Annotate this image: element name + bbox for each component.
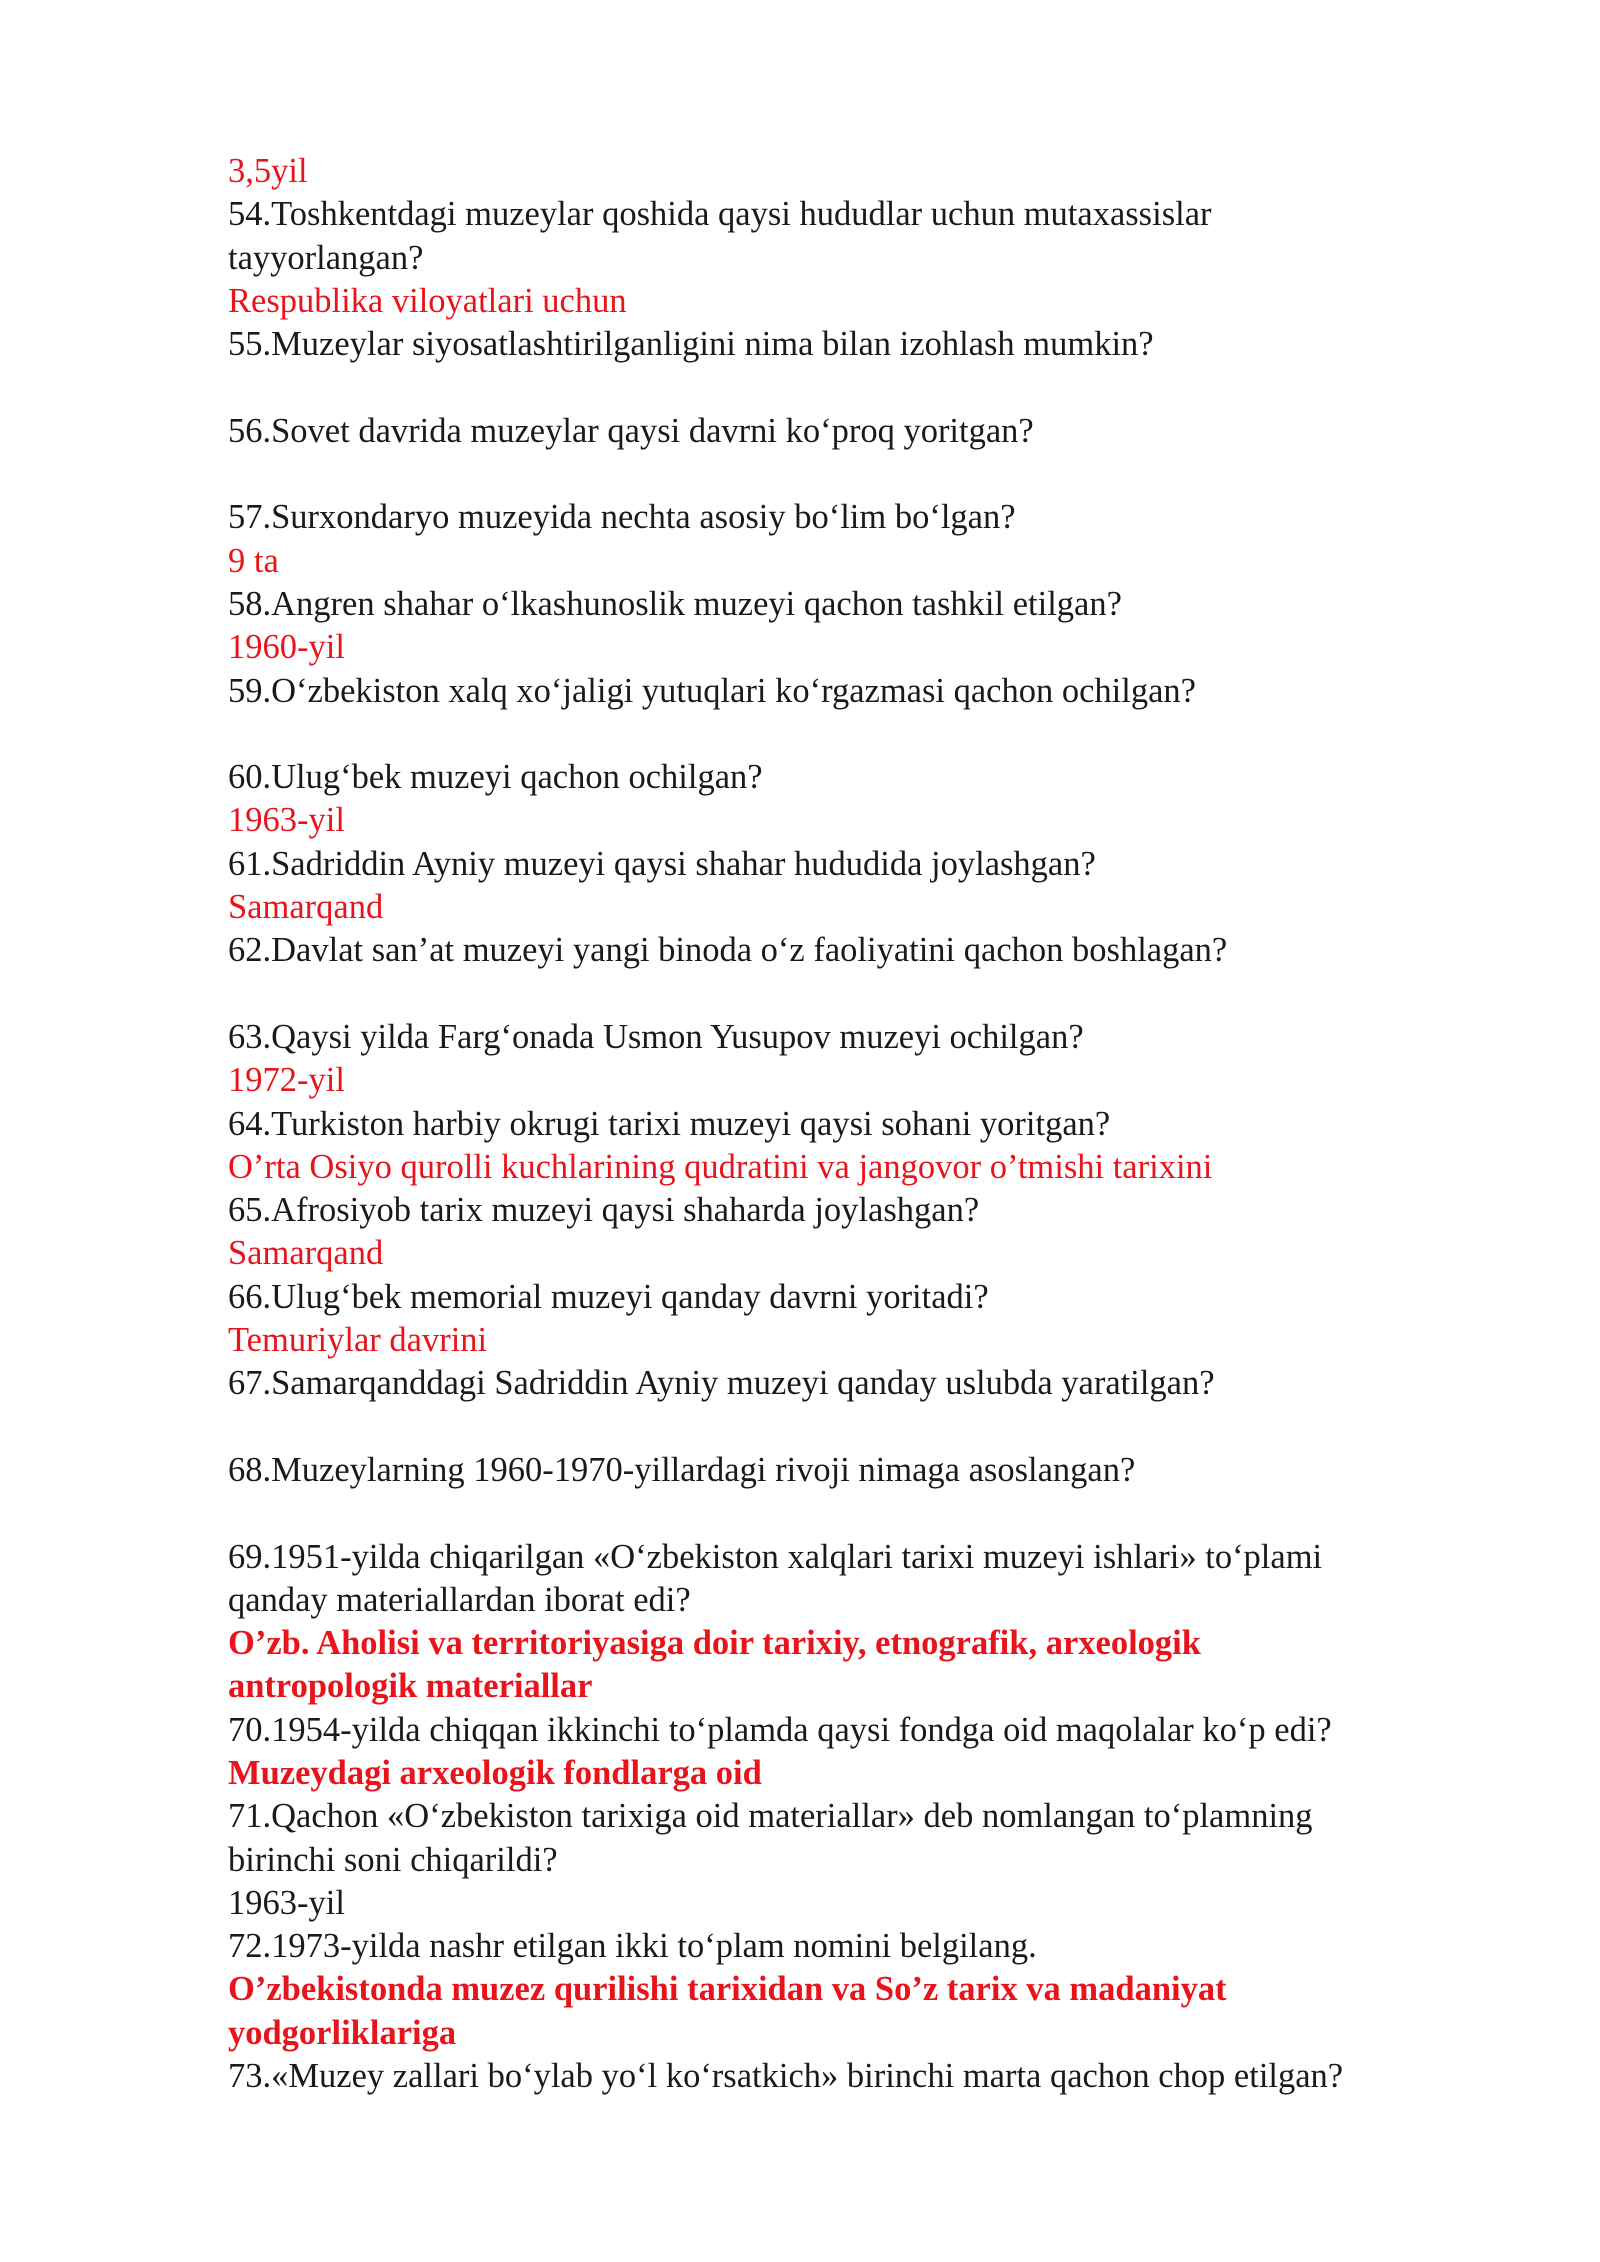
answer-line: 9 ta (228, 541, 279, 580)
blank-line (228, 366, 1488, 409)
answer-line: 3,5yil (228, 152, 308, 190)
blank-line (228, 453, 1488, 496)
question-line: 64.Turkiston harbiy okrugi tarixi muzeyi qaysi sohani yoritgan? (228, 1104, 1111, 1143)
question-line: 71.Qachon «O‘zbekiston tarixiga oid materiallar» deb nomlangan to‘plamning (228, 1797, 1313, 1836)
answer-line: 1963-yil (228, 1883, 345, 1922)
qa-text-body (228, 150, 1488, 2098)
answer-line: 1972-yil (228, 1061, 345, 1100)
question-line: 62.Davlat san’at muzeyi yangi binoda o‘z faoliyatini qachon boshlagan? (228, 931, 1228, 970)
question-line: 66.Ulug‘bek memorial muzeyi qanday davrni yoritadi? (228, 1277, 989, 1316)
question-line: 61.Sadriddin Ayniy muzeyi qaysi shahar hududida joylashgan? (228, 844, 1096, 883)
answer-line: Samarqand (228, 1234, 384, 1273)
answer-line-bold: O’zbekistonda muzez qurilishi tarixidan va So’z tarix va madaniyat (228, 1970, 1227, 2009)
question-line: 56.Sovet davrida muzeylar qaysi davrni ko‘proq yoritgan? (228, 411, 1034, 450)
question-line: 59.O‘zbekiston xalq xo‘jaligi yutuqlari ko‘rgazmasi qachon ochilgan? (228, 671, 1196, 710)
question-line: birinchi soni chiqarildi? (228, 1840, 558, 1879)
question-line: 60.Ulug‘bek muzeyi qachon ochilgan? (228, 758, 763, 797)
blank-line (228, 1406, 1488, 1449)
answer-line: 1960-yil (228, 628, 345, 667)
blank-line (228, 973, 1488, 1016)
answer-line-bold: O’zb. Aholisi va territoriyasiga doir tarixiy, etnografik, arxeologik (228, 1624, 1201, 1663)
question-line: 55.Muzeylar siyosatlashtirilganligini nima bilan izohlash mumkin? (228, 325, 1154, 364)
answer-line: 1963-yil (228, 801, 345, 840)
question-line: 65.Afrosiyob tarix muzeyi qaysi shaharda joylashgan? (228, 1191, 980, 1230)
question-line: 63.Qaysi yilda Farg‘onada Usmon Yusupov muzeyi ochilgan? (228, 1017, 1084, 1056)
question-line: 72.1973-yilda nashr etilgan ikki to‘plam nomini belgilang. (228, 1927, 1037, 1966)
document-page (228, 150, 1488, 2098)
question-line: 57.Surxondaryo muzeyida nechta asosiy bo‘lim bo‘lgan? (228, 498, 1016, 537)
question-line: 69.1951-yilda chiqarilgan «O‘zbekiston xalqlari tarixi muzeyi ishlari» to‘plami (228, 1537, 1323, 1576)
answer-line: O’rta Osiyo qurolli kuchlarining qudratini va jangovor o’tmishi tarixini (228, 1147, 1213, 1186)
question-line: 70.1954-yilda chiqqan ikkinchi to‘plamda qaysi fondga oid maqolalar ko‘p edi? (228, 1710, 1332, 1749)
blank-line (228, 713, 1488, 756)
blank-line (228, 1492, 1488, 1535)
question-line: 67.Samarqanddagi Sadriddin Ayniy muzeyi qanday uslubda yaratilgan? (228, 1364, 1215, 1403)
question-line: tayyorlangan? (228, 238, 424, 277)
answer-line: Respublika viloyatlari uchun (228, 281, 627, 320)
answer-line: Samarqand (228, 888, 384, 927)
answer-line: Temuriylar davrini (228, 1321, 488, 1360)
question-line: 54.Toshkentdagi muzeylar qoshida qaysi hududlar uchun mutaxassislar (228, 195, 1212, 234)
question-line: 58.Angren shahar o‘lkashunoslik muzeyi qachon tashkil etilgan? (228, 584, 1122, 623)
question-line: qanday materiallardan iborat edi? (228, 1580, 691, 1619)
question-line: 68.Muzeylarning 1960-1970-yillardagi rivoji nimaga asoslangan? (228, 1450, 1136, 1489)
answer-line-bold: antropologik materiallar (228, 1667, 593, 1706)
answer-line-bold: Muzeydagi arxeologik fondlarga oid (228, 1753, 762, 1792)
answer-line-bold: yodgorliklariga (228, 2013, 457, 2052)
question-line: 73.«Muzey zallari bo‘ylab yo‘l ko‘rsatkich» birinchi marta qachon chop etilgan? (228, 2057, 1344, 2096)
